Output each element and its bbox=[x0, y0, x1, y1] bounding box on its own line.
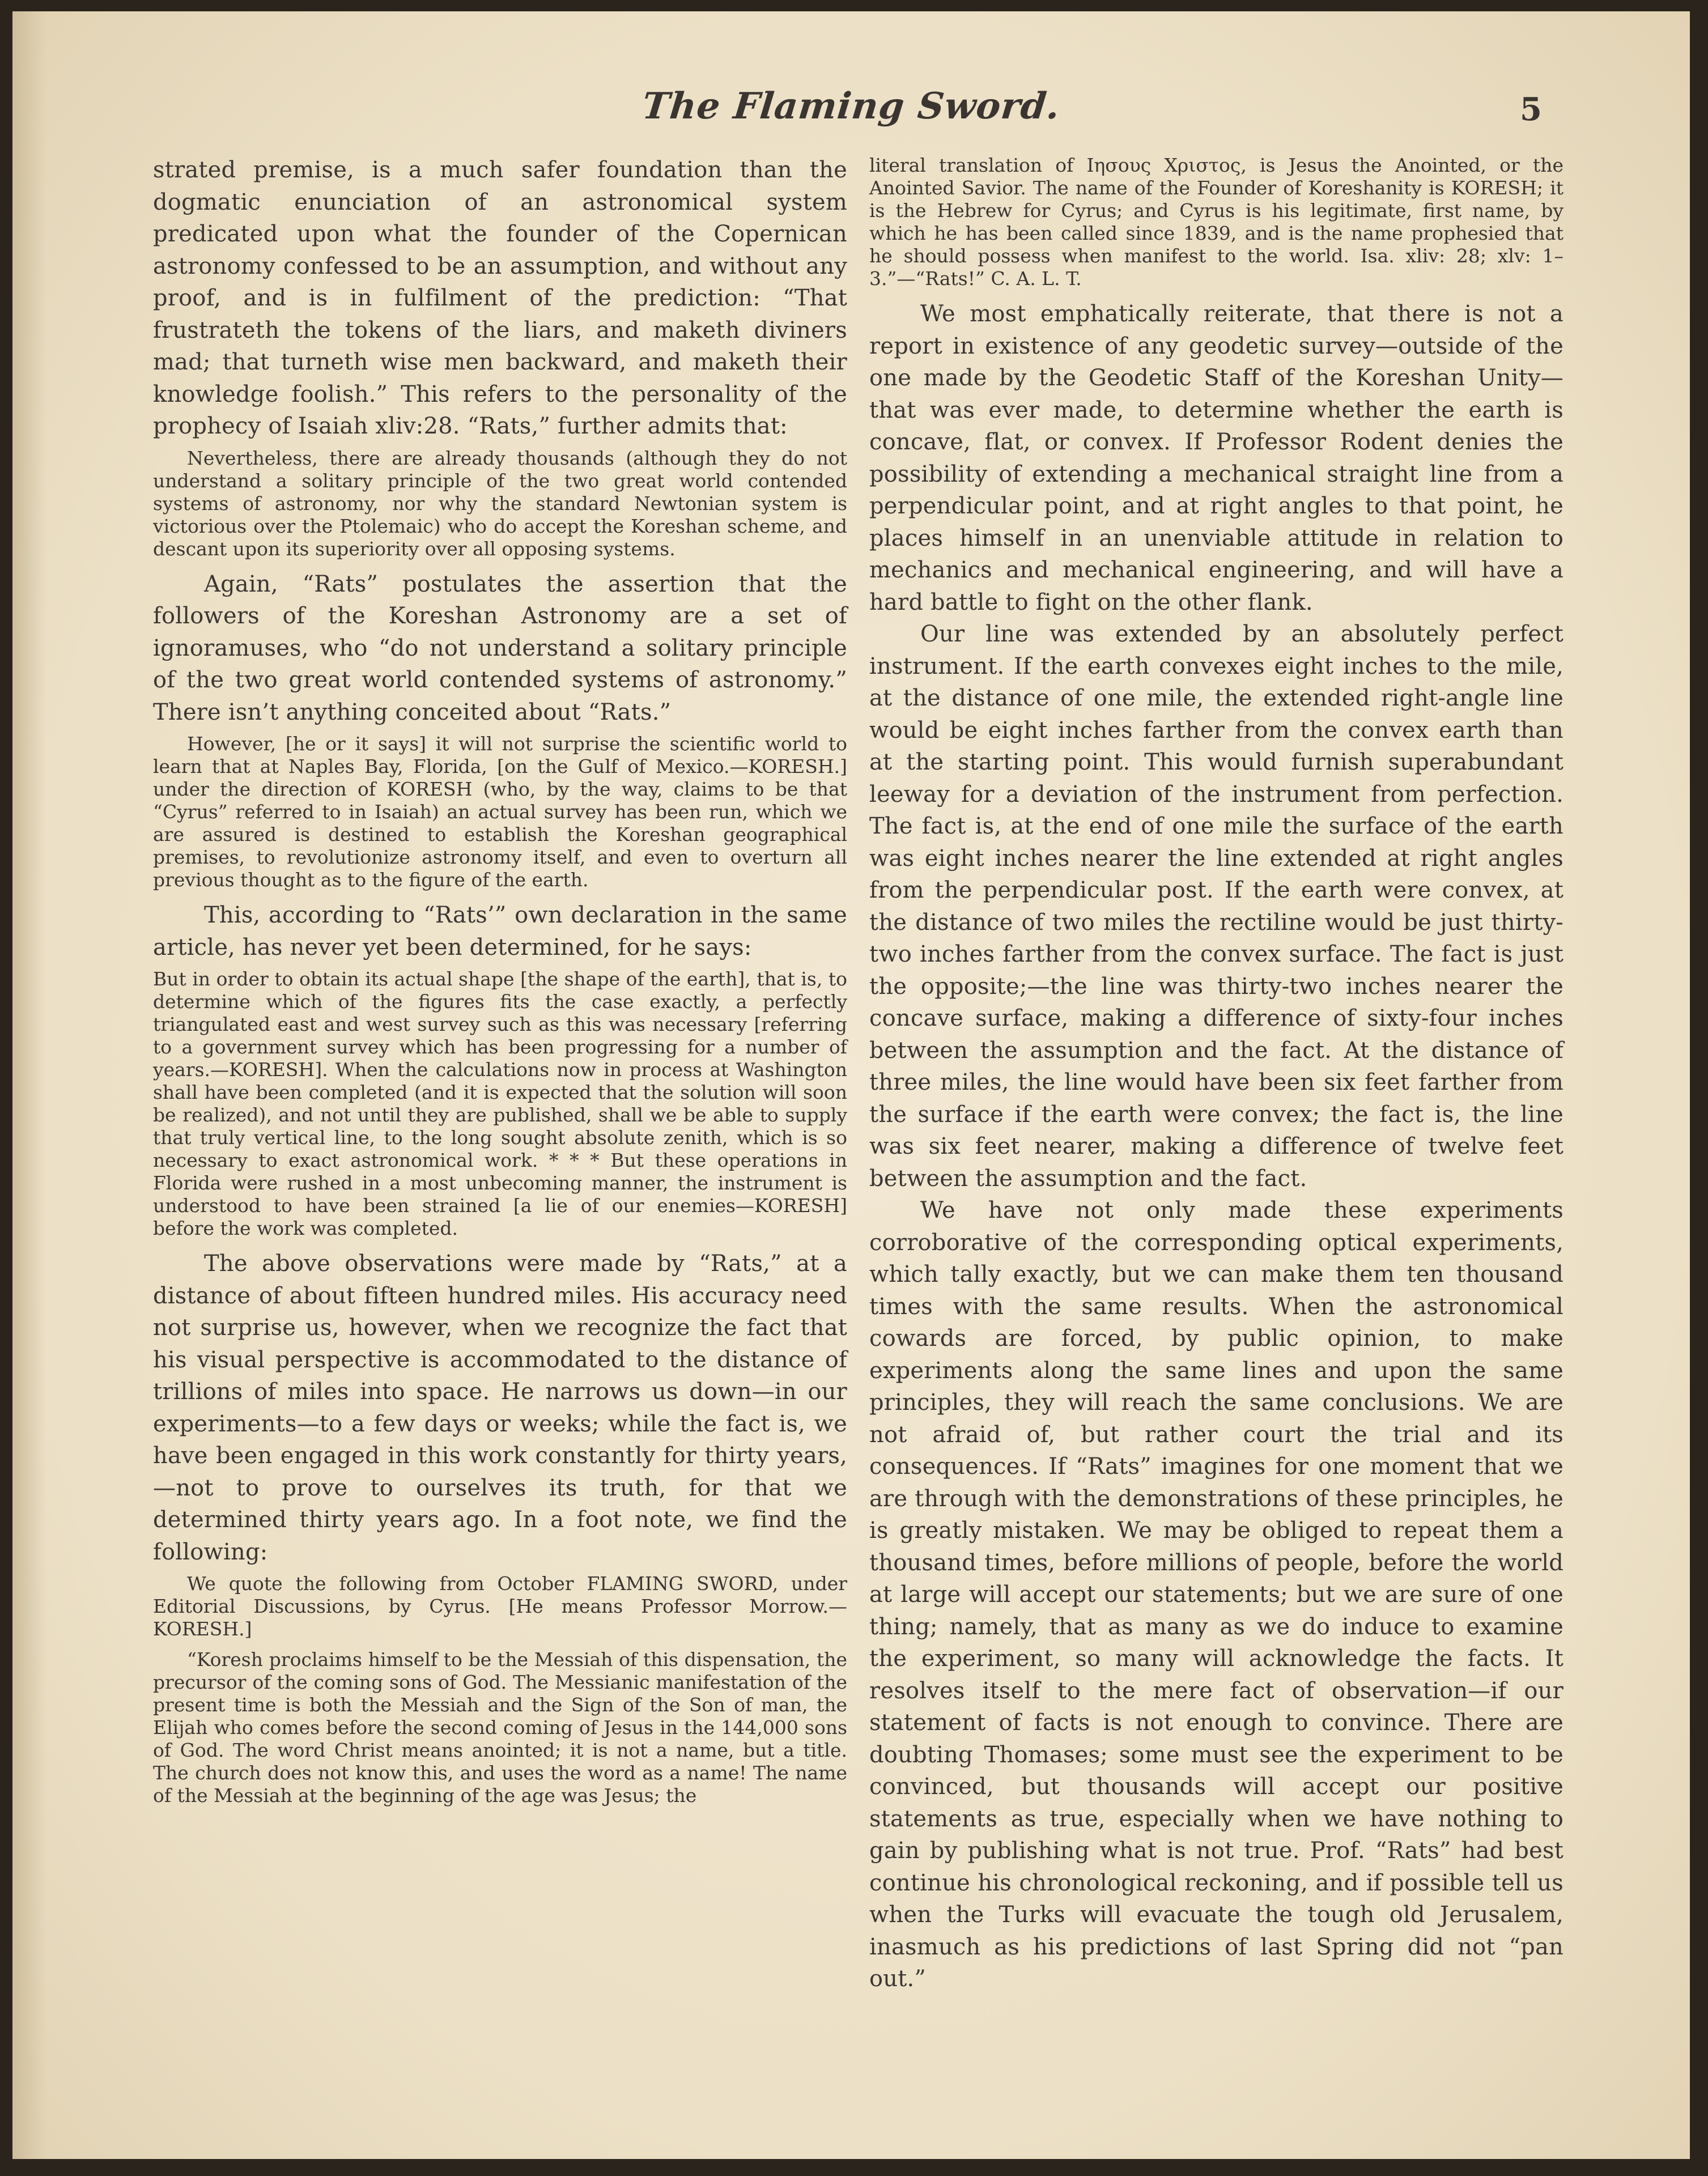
block-quote: But in order to obtain its actual shape [the shape of the earth], that is, to determine which of the figures fits the case exactly, a perfectly triangulated east and west survey such as this was necessary [referring to a government survey which has been progressing for a number of years.—KORESH]. When the calculations now in process at Washington shall have been completed (and it is expected that the solution will soon be realized), and not until they are published, shall we be able to supply that truly vertical line, to the long sought absolute zenith, which is so necessary to exact astronomical work. * * * But these operations in Florida were rushed in a most unbecoming manner, the instrument is understood to have been strained [a lie of our enemies—KORESH] before the work was completed. bbox=[153, 968, 847, 1239]
page-number: 5 bbox=[1520, 91, 1542, 128]
document-page bbox=[12, 11, 1690, 2159]
right-column bbox=[869, 154, 1563, 1995]
paragraph: strated premise, is a much safer foundation than the dogmatic enunciation of an astronomical system predicated upon what the founder of the Copernican astronomy confessed to be an assumption, and without any proof, and is in fulfilment of the prediction: “That frustrateth the tokens of the liars, and maketh diviners mad; that turneth wise men backward, and maketh their knowledge foolish.” This refers to the personality of the prophecy of Isaiah xliv:28. “Rats,” further admits that: bbox=[153, 157, 847, 439]
paragraph: This, according to “Rats’” own declaration in the same article, has never yet been determined, for he says: bbox=[153, 902, 847, 960]
block-quote: literal translation of Ιησους Χριστος, is Jesus the Anointed, or the Anointed Savior. The name of the Founder of Koreshanity is KORESH; it is the Hebrew for Cyrus; and Cyrus is his legitimate, first name, by which he has been called since 1839, and is the name prophesied that he should possess when manifest to the world. Isa. xliv: 28; xlv: 1–3.”—“Rats!” C. A. L. T. bbox=[869, 154, 1563, 290]
running-title: The Flaming Sword. bbox=[640, 85, 1063, 128]
paragraph: Again, “Rats” postulates the assertion that the followers of the Koreshan Astronomy are a set of ignoramuses, who “do not understand a solitary principle of the two great world contended systems of astronomy.” There isn’t anything conceited about “Rats.” bbox=[153, 571, 847, 725]
paragraph: We have not only made these experiments corroborative of the corresponding optical experiments, which tally exactly, but we can make them ten thousand times with the same results. When the astronomical cowards are forced, by public opinion, to make experiments along the same lines and upon the same principles, they will reach the same conclusions. We are not afraid of, but rather court the trial and its consequences. If “Rats” imagines for one moment that we are through with the demonstrations of these principles, he is greatly mistaken. We may be obliged to repeat them a thousand times, before millions of people, before the world at large will accept our statements; but we are sure of one thing; namely, that as many as we do induce to examine the experiment, so many will acknowledge the facts. It resolves itself to the mere fact of observation—if our statement of facts is not enough to convince. There are doubting Thomases; some must see the experiment to be convinced, but thousands will accept our positive statements as true, especially when we have nothing to gain by publishing what is not true. Prof. “Rats” had best continue his chronological reckoning, and if possible tell us when the Turks will evacuate the tough old Jerusalem, inasmuch as his predictions of last Spring did not “pan out.” bbox=[869, 1197, 1563, 1992]
left-column bbox=[153, 154, 847, 1815]
paragraph: Our line was extended by an absolutely perfect instrument. If the earth convexes eight inches to the mile, at the distance of one mile, the extended right-angle line would be eight inches farther from the convex earth than at the starting point. This would furnish superabundant leeway for a deviation of the instrument from perfection. The fact is, at the end of one mile the surface of the earth was eight inches nearer the line extended at right angles from the perpendicular post. If the earth were convex, at the distance of two miles the rectiline would be just thirty-two inches farther from the convex surface. The fact is just the opposite;—the line was thirty-two inches nearer the concave surface, making a difference of sixty-four inches between the assumption and the fact. At the distance of three miles, the line would have been six feet farther from the surface if the earth were convex; the fact is, the line was six feet nearer, making a difference of twelve feet between the assumption and the fact. bbox=[869, 621, 1563, 1192]
block-quote: We quote the following from October FLAMING SWORD, under Editorial Discussions, by Cyrus. [He means Professor Morrow.—KORESH.] bbox=[153, 1572, 847, 1640]
block-quote: However, [he or it says] it will not surprise the scientific world to learn that at Naples Bay, Florida, [on the Gulf of Mexico.—KORESH.] under the direction of KORESH (who, by the way, claims to be that “Cyrus” referred to in Isaiah) an actual survey has been run, which we are assured is destined to establish the Koreshan geographical premises, to revolutionize astronomy itself, and even to overturn all previous thought as to the figure of the earth. bbox=[153, 733, 847, 891]
binding-gutter bbox=[12, 11, 46, 2159]
paragraph: We most emphatically reiterate, that there is not a report in existence of any geodetic survey—outside of the one made by the Geodetic Staff of the Koreshan Unity—that was ever made, to determine whether the earth is concave, flat, or convex. If Professor Rodent denies the possibility of extending a mechanical straight line from a perpendicular point, and at right angles to that point, he places himself in an unenviable attitude in relation to mechanics and mechanical engineering, and will have a hard battle to fight on the other flank. bbox=[869, 301, 1563, 615]
paragraph: The above observations were made by “Rats,” at a distance of about fifteen hundred miles. His accuracy need not surprise us, however, when we recognize the fact that his visual perspective is accommodated to the distance of trillions of miles into space. He narrows us down—in our experiments—to a few days or weeks; while the fact is, we have been engaged in this work constantly for thirty years,—not to prove to ourselves its truth, for that we determined thirty years ago. In a foot note, we find the following: bbox=[153, 1251, 847, 1565]
block-quote: Nevertheless, there are already thousands (although they do not understand a solitary principle of the two great world contended systems of astronomy, nor why the standard Newtonian system is victorious over the Ptolemaic) who do accept the Koreshan scheme, and descant upon its superiority over all opposing systems. bbox=[153, 447, 847, 560]
block-quote: “Koresh proclaims himself to be the Messiah of this dispensation, the precursor of the coming sons of God. The Messianic manifestation of the present time is both the Messiah and the Sign of the Son of man, the Elijah who comes before the second coming of Jesus in the 144,000 sons of God. The word Christ means anointed; it is not a name, but a title. The church does not know this, and uses the word as a name! The name of the Messiah at the beginning of the age was Jesus; the bbox=[153, 1648, 847, 1807]
